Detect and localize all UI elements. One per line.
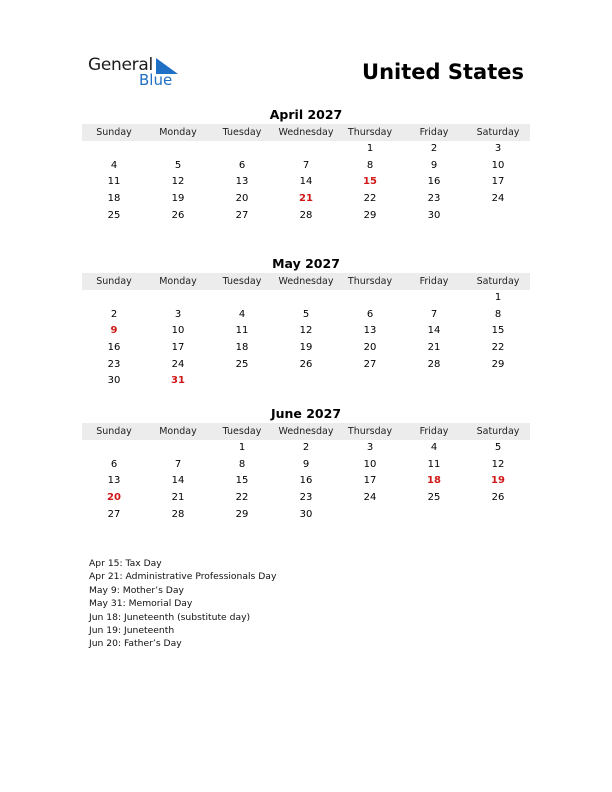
date-cell: 4: [110, 159, 118, 171]
weekday-label: Friday: [419, 426, 449, 437]
holiday-date-cell: 20: [107, 492, 121, 504]
week-row: [82, 323, 530, 340]
date-cell: 14: [171, 475, 185, 487]
date-cell: [210, 373, 274, 390]
date-cell: [466, 208, 530, 225]
week-row: [82, 158, 530, 175]
date-cell: 18: [235, 342, 249, 354]
date-cell: [338, 507, 402, 524]
date-cell: 11: [235, 325, 249, 337]
date-cell: 12: [171, 176, 185, 188]
date-cell: 26: [491, 492, 505, 504]
week-row: [82, 457, 530, 474]
weekday-label: Saturday: [476, 276, 520, 287]
date-cell: 27: [107, 508, 121, 520]
date-cell: [338, 290, 402, 307]
date-cell: 26: [299, 358, 313, 370]
date-cell: 29: [491, 358, 505, 370]
date-cell: 17: [363, 475, 377, 487]
date-cell: 3: [174, 308, 182, 320]
date-cell: 26: [171, 209, 185, 221]
holiday-date-cell: 18: [427, 475, 441, 487]
date-cell: [466, 373, 530, 390]
date-cell: 20: [363, 342, 377, 354]
date-cell: 19: [299, 342, 313, 354]
holiday-date-cell: 15: [363, 176, 377, 188]
date-cell: 2: [430, 143, 438, 154]
weekday-label: Tuesday: [222, 276, 262, 287]
date-cell: 13: [363, 325, 377, 337]
week-row: [82, 357, 530, 374]
week-row: [82, 490, 530, 507]
month-block: [82, 256, 530, 390]
weekday-label: Thursday: [347, 127, 393, 138]
date-cell: 14: [299, 176, 313, 188]
date-cell: 12: [491, 458, 505, 470]
date-cell: 6: [366, 308, 374, 320]
date-cell: 7: [302, 159, 310, 171]
date-cell: 3: [366, 442, 374, 453]
weekday-label: Tuesday: [222, 127, 262, 138]
date-cell: 24: [491, 193, 505, 205]
date-cell: [82, 290, 146, 307]
weekday-header-row: [82, 124, 530, 141]
date-cell: 25: [235, 358, 249, 370]
date-cell: [274, 141, 338, 158]
month-title: April 2027: [269, 107, 343, 122]
date-cell: 8: [238, 458, 246, 470]
date-cell: 27: [363, 358, 377, 370]
date-cell: [338, 373, 402, 390]
date-cell: 27: [235, 209, 249, 221]
date-cell: 7: [430, 308, 438, 320]
holiday-list: [89, 557, 276, 651]
holiday-date-cell: 9: [110, 325, 118, 337]
week-row: [82, 507, 530, 524]
date-cell: 10: [491, 159, 505, 171]
holiday-date-cell: 21: [299, 193, 313, 205]
holiday-list-item: Jun 20: Father’s Day: [89, 638, 182, 650]
weekday-label: Wednesday: [278, 426, 334, 437]
date-cell: 28: [427, 358, 441, 370]
date-cell: [402, 290, 466, 307]
date-cell: 7: [174, 458, 182, 470]
date-cell: 22: [363, 193, 377, 205]
date-cell: 13: [235, 176, 249, 188]
holiday-list-item: Apr 21: Administrative Professionals Day: [89, 571, 277, 583]
month-block: [82, 107, 530, 224]
date-cell: 9: [430, 159, 438, 171]
date-cell: 30: [107, 375, 121, 387]
date-cell: 23: [427, 193, 441, 205]
country-title: United States: [362, 60, 524, 84]
date-cell: 5: [302, 308, 310, 320]
date-cell: 10: [171, 325, 185, 337]
date-cell: 11: [427, 458, 441, 470]
date-cell: 6: [238, 159, 246, 171]
date-cell: 6: [110, 458, 118, 470]
date-cell: [146, 440, 210, 457]
holiday-list-item: Jun 18: Juneteenth (substitute day): [89, 611, 251, 623]
date-cell: 28: [171, 508, 185, 520]
month-block: [82, 406, 530, 523]
date-cell: 11: [107, 176, 121, 188]
weekday-label: Monday: [159, 276, 197, 287]
date-cell: 15: [491, 325, 505, 337]
date-cell: 25: [427, 492, 441, 504]
weekday-label: Thursday: [347, 276, 393, 287]
date-cell: 18: [107, 193, 121, 205]
week-row: [82, 307, 530, 324]
date-cell: 21: [171, 492, 185, 504]
month-title: May 2027: [272, 256, 340, 271]
date-cell: 1: [238, 442, 246, 453]
date-cell: 5: [494, 442, 502, 453]
week-row: [82, 191, 530, 208]
logo-text-general: General: [88, 55, 153, 75]
weekday-header-row: [82, 273, 530, 290]
generalblue-logo: [88, 55, 198, 91]
date-cell: 28: [299, 209, 313, 221]
date-cell: 16: [299, 475, 313, 487]
weekday-label: Tuesday: [222, 426, 262, 437]
month-title: June 2027: [270, 406, 342, 421]
date-cell: [402, 507, 466, 524]
date-cell: 16: [107, 342, 121, 354]
date-cell: 10: [363, 458, 377, 470]
date-cell: 24: [171, 358, 185, 370]
weekday-label: Wednesday: [278, 127, 334, 138]
holiday-list-item: May 9: Mother’s Day: [89, 584, 184, 596]
date-cell: 8: [494, 308, 502, 320]
date-cell: [146, 141, 210, 158]
date-cell: 30: [427, 209, 441, 221]
date-cell: 17: [491, 176, 505, 188]
holiday-date-cell: 19: [491, 475, 505, 487]
weekday-label: Thursday: [347, 426, 393, 437]
date-cell: [82, 141, 146, 158]
weekday-label: Monday: [159, 127, 197, 138]
date-cell: 16: [427, 176, 441, 188]
date-cell: 3: [494, 143, 502, 154]
weekday-header-row: [82, 423, 530, 440]
holiday-list-item: Apr 15: Tax Day: [89, 558, 162, 569]
date-cell: 20: [235, 193, 249, 205]
date-cell: 25: [107, 209, 121, 221]
date-cell: [402, 373, 466, 390]
date-cell: [82, 440, 146, 457]
date-cell: 17: [171, 342, 185, 354]
date-cell: [274, 290, 338, 307]
date-cell: 13: [107, 475, 121, 487]
date-cell: [466, 507, 530, 524]
holiday-date-cell: 31: [171, 375, 185, 387]
date-cell: 5: [174, 159, 182, 171]
weekday-label: Saturday: [476, 426, 520, 437]
date-cell: 4: [430, 442, 438, 453]
week-row: [82, 440, 530, 457]
date-cell: [274, 373, 338, 390]
date-cell: 2: [302, 442, 310, 453]
date-cell: 15: [235, 475, 249, 487]
weekday-label: Monday: [159, 426, 197, 437]
holiday-list-item: Jun 19: Juneteenth: [89, 625, 175, 637]
weekday-label: Friday: [419, 276, 449, 287]
date-cell: [210, 290, 274, 307]
week-row: [82, 141, 530, 158]
week-row: [82, 473, 530, 490]
date-cell: 22: [235, 492, 249, 504]
date-cell: [146, 290, 210, 307]
weekday-label: Sunday: [96, 127, 132, 138]
date-cell: 12: [299, 325, 313, 337]
weekday-label: Saturday: [476, 127, 520, 138]
date-cell: 23: [299, 492, 313, 504]
date-cell: 14: [427, 325, 441, 337]
holiday-list-item: May 31: Memorial Day: [89, 598, 193, 610]
week-row: [82, 290, 530, 307]
date-cell: 2: [110, 308, 118, 320]
date-cell: 29: [235, 508, 249, 520]
date-cell: 1: [494, 292, 502, 303]
week-row: [82, 174, 530, 191]
date-cell: 23: [107, 358, 121, 370]
date-cell: 29: [363, 209, 377, 221]
date-cell: 30: [299, 508, 313, 520]
logo-text-blue: Blue: [139, 71, 173, 89]
date-cell: 22: [491, 342, 505, 354]
date-cell: 8: [366, 159, 374, 171]
week-row: [82, 208, 530, 225]
weekday-label: Friday: [419, 127, 449, 138]
date-cell: 1: [366, 143, 374, 154]
weekday-label: Sunday: [96, 426, 132, 437]
date-cell: [210, 141, 274, 158]
date-cell: 21: [427, 342, 441, 354]
date-cell: 4: [238, 308, 246, 320]
week-row: [82, 373, 530, 390]
weekday-label: Sunday: [96, 276, 132, 287]
weekday-label: Wednesday: [278, 276, 334, 287]
date-cell: 9: [302, 458, 310, 470]
date-cell: 19: [171, 193, 185, 205]
week-row: [82, 340, 530, 357]
date-cell: 24: [363, 492, 377, 504]
